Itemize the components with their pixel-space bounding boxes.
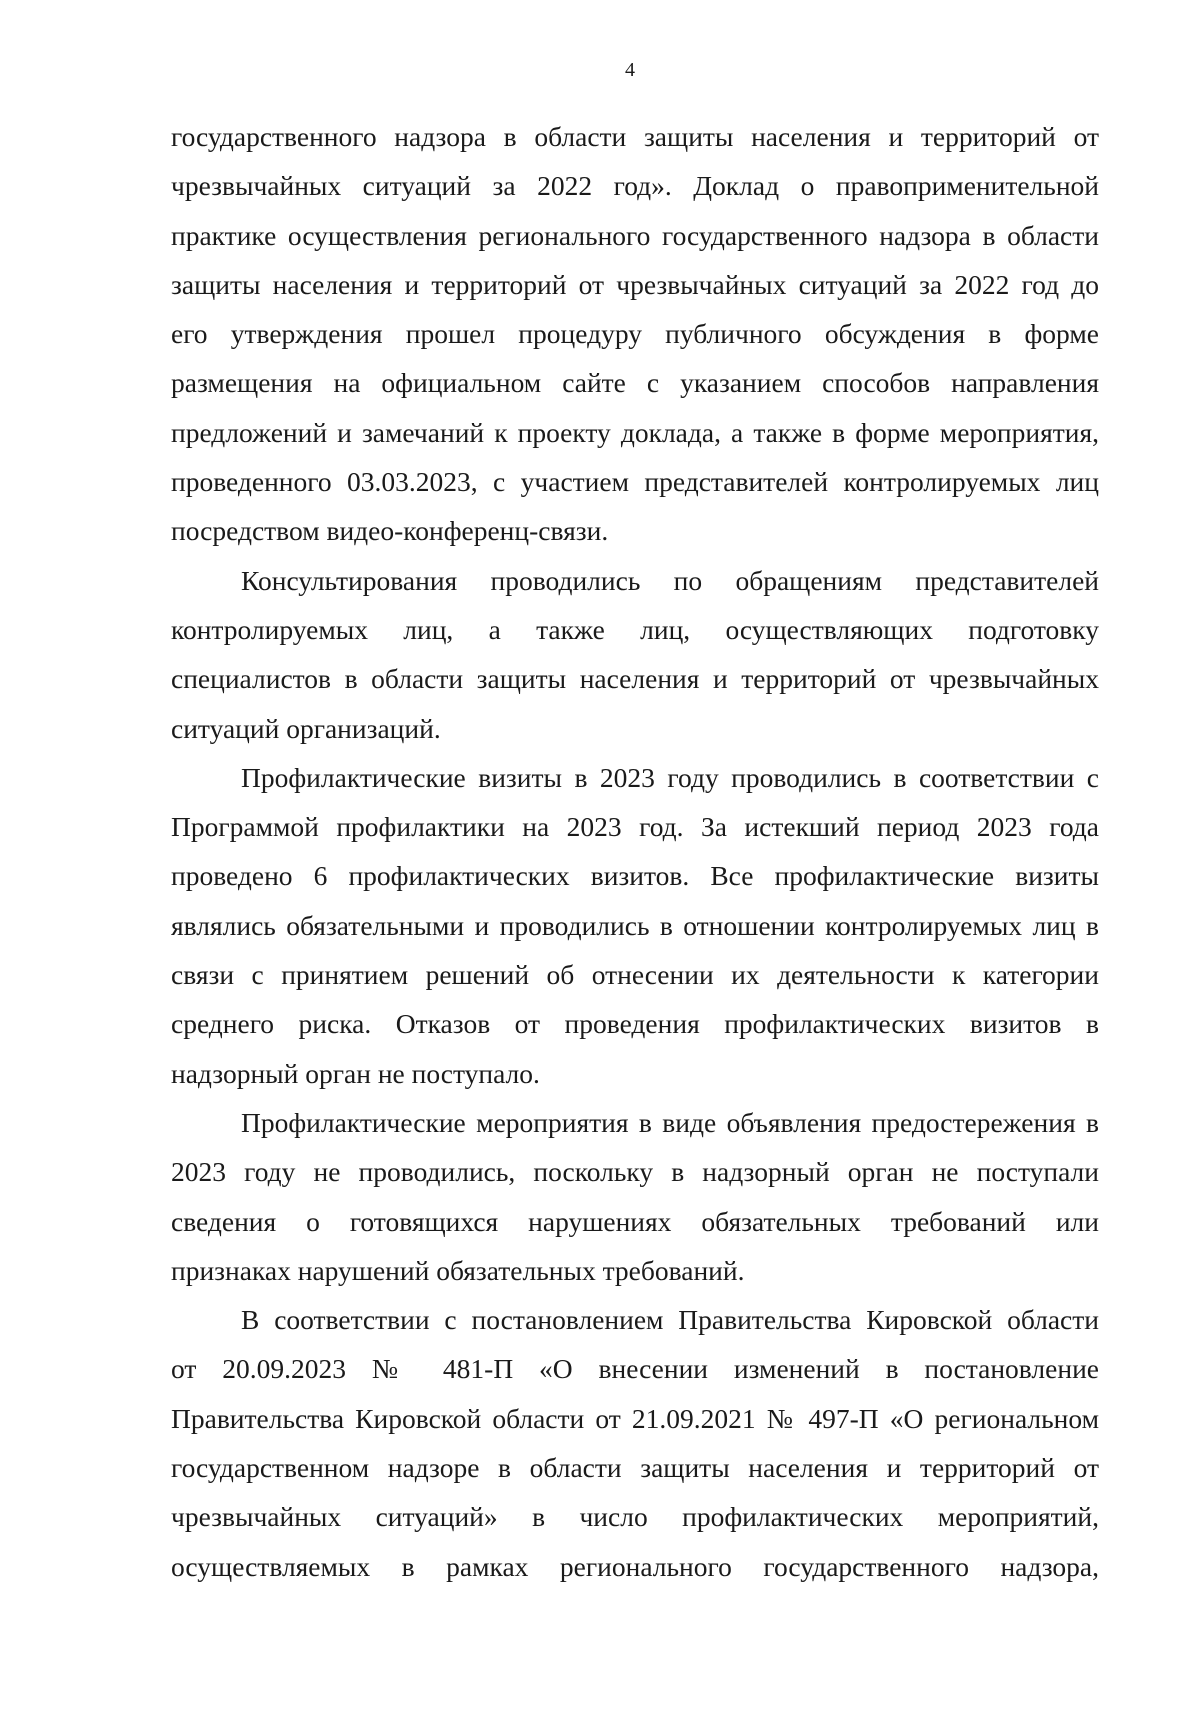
text-line: специалистов в области защиты населения и территорий от чрезвычайных bbox=[171, 663, 1099, 695]
text-line: Профилактические визиты в 2023 году проводились в соответствии с bbox=[241, 761, 1099, 793]
text-line: Профилактические мероприятия в виде объявления предостережения в bbox=[241, 1106, 1099, 1138]
document-body bbox=[171, 112, 1099, 1591]
text-line: государственного надзора в области защиты населения и территорий от bbox=[171, 121, 1099, 152]
paragraph-3 bbox=[171, 753, 1099, 1098]
text-line: ситуаций организаций. bbox=[171, 712, 441, 744]
text-line: В соответствии с постановлением Правительства Кировской области bbox=[241, 1304, 1099, 1336]
paragraph-1 bbox=[171, 112, 1099, 556]
text-line: признаках нарушений обязательных требований. bbox=[171, 1254, 745, 1286]
text-line: Консультирования проводились по обращениям представителей bbox=[241, 564, 1099, 596]
text-line: проведено 6 профилактических визитов. Все профилактические визиты bbox=[171, 860, 1099, 892]
text-line: посредством видео-конференц-связи. bbox=[171, 515, 609, 547]
text-line: государственном надзоре в области защиты населения и территорий от bbox=[171, 1452, 1099, 1484]
text-line: от 20.09.2023 № 481-П «О внесении изменений в постановление bbox=[171, 1353, 1099, 1385]
text-line: чрезвычайных ситуаций» в число профилактических мероприятий, bbox=[171, 1501, 1099, 1533]
text-line: предложений и замечаний к проекту доклада, а также в форме мероприятия, bbox=[171, 416, 1099, 448]
text-line: его утверждения прошел процедуру публичного обсуждения в форме bbox=[171, 318, 1099, 350]
text-line: проведенного 03.03.2023, с участием представителей контролируемых лиц bbox=[171, 466, 1099, 498]
text-line: Программой профилактики на 2023 год. За истекший период 2023 года bbox=[171, 811, 1099, 843]
text-line: размещения на официальном сайте с указанием способов направления bbox=[171, 367, 1099, 399]
text-line: надзорный орган не поступало. bbox=[171, 1057, 540, 1089]
paragraph-2 bbox=[171, 556, 1099, 753]
text-line: сведения о готовящихся нарушениях обязательных требований или bbox=[171, 1205, 1099, 1237]
text-line: 2023 году не проводились, поскольку в надзорный орган не поступали bbox=[171, 1156, 1099, 1188]
page-number: 4 bbox=[625, 59, 635, 81]
paragraph-4 bbox=[171, 1098, 1099, 1295]
text-line: связи с принятием решений об отнесении их деятельности к категории bbox=[171, 959, 1099, 991]
text-line: чрезвычайных ситуаций за 2022 год». Доклад о правоприменительной bbox=[171, 170, 1099, 202]
text-line: контролируемых лиц, а также лиц, осуществляющих подготовку bbox=[171, 613, 1099, 645]
text-line: защиты населения и территорий от чрезвычайных ситуаций за 2022 год до bbox=[171, 268, 1099, 300]
text-line: практике осуществления регионального государственного надзора в области bbox=[171, 219, 1099, 251]
paragraph-5 bbox=[171, 1295, 1099, 1591]
text-line: являлись обязательными и проводились в отношении контролируемых лиц в bbox=[171, 909, 1099, 941]
text-line: среднего риска. Отказов от проведения профилактических визитов в bbox=[171, 1008, 1099, 1040]
text-line: осуществляемых в рамках регионального государственного надзора, bbox=[171, 1550, 1099, 1582]
text-line: Правительства Кировской области от 21.09.2021 № 497-П «О региональном bbox=[171, 1402, 1099, 1434]
